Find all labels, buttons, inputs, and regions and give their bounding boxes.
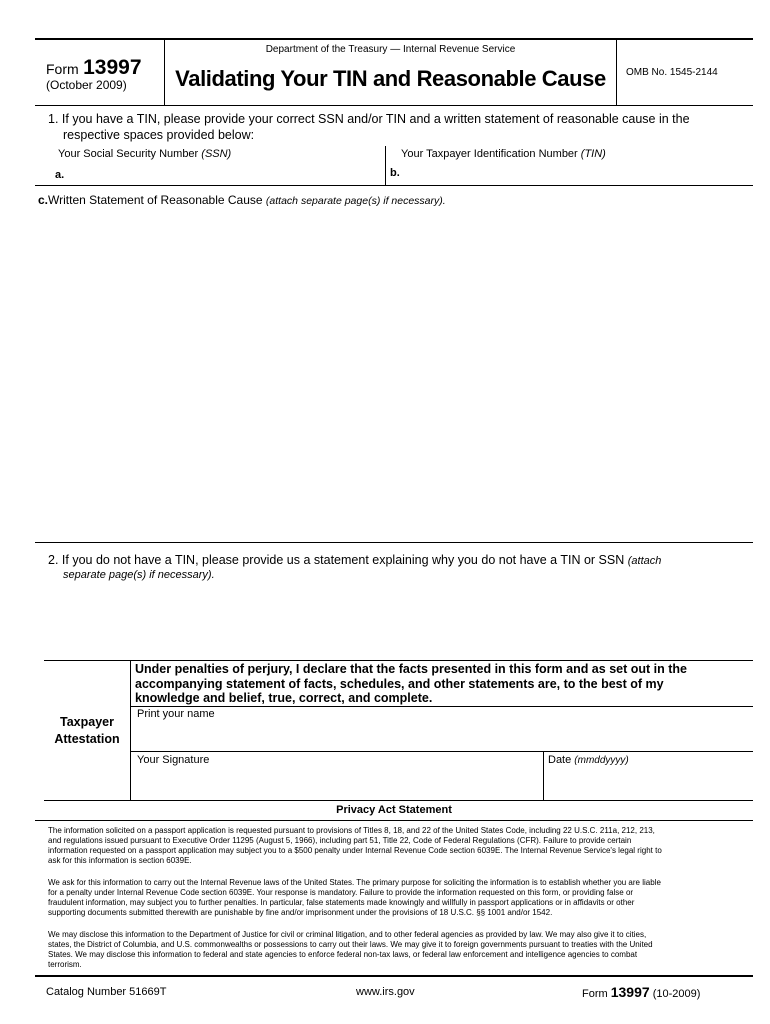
footer-revision: (10-2009) bbox=[649, 988, 701, 1000]
section2-text: 2. If you do not have a TIN, please provide us a statement explaining why you do not have a TIN or SSN bbox=[48, 553, 628, 567]
reasonable-cause-letter: c. bbox=[38, 193, 49, 207]
ssn-input[interactable] bbox=[70, 164, 380, 184]
form-word: Form bbox=[46, 61, 79, 77]
privacy-p3-line: terrorism. bbox=[48, 960, 82, 969]
privacy-p3-line: We may disclose this information to the Department of Justice for civil or criminal litigation, and to other federal agencies as provided by law. We may also give it to cities, bbox=[48, 930, 647, 939]
no-tin-statement-textarea[interactable] bbox=[40, 586, 750, 656]
section1-instruction-line2: respective spaces provided below: bbox=[63, 128, 255, 142]
footer-form-word: Form bbox=[582, 988, 611, 1000]
ssn-letter: a. bbox=[55, 169, 65, 181]
footer-form-id bbox=[582, 984, 700, 1002]
privacy-paragraph-2 bbox=[48, 878, 661, 918]
privacy-p1-line: and regulations issued pursuant to Executive Order 11295 (August 5, 1966), including part 51, Title 22, Code of Federal Regulations (CFR). Failure to provide certain bbox=[48, 836, 632, 845]
header-bottom-rule bbox=[35, 105, 753, 106]
print-name-label: Print your name bbox=[137, 708, 215, 720]
form-number: 13997 bbox=[83, 56, 142, 79]
ssn-label-text: Your Social Security Number bbox=[58, 148, 202, 160]
privacy-p3-line: States. We may disclose this information to federal and state agencies to enforce federal non-tax laws, or federal law enforcement and intelligence agencies to combat bbox=[48, 950, 638, 959]
form-date: (October 2009) bbox=[46, 78, 127, 92]
irs-website: www.irs.gov bbox=[356, 986, 415, 998]
omb-number: OMB No. 1545-2144 bbox=[626, 67, 718, 78]
ssn-label-abbrev: (SSN) bbox=[201, 148, 232, 160]
print-name-input[interactable] bbox=[136, 722, 748, 748]
footer-rule bbox=[35, 975, 753, 977]
privacy-p2-line: for a penalty under Internal Revenue Code section 6039E. Your response is mandatory. Failure to provide the information requested on this form, or providing false or bbox=[48, 888, 634, 897]
privacy-p3-line: states, the District of Columbia, and U.S. commonwealths or possessions to carry out their laws. We may give it to foreign governments pursuant to treaties with the United bbox=[48, 940, 653, 949]
section2-note-end: separate page(s) if necessary). bbox=[63, 569, 215, 581]
perjury-declaration-line2: accompanying statement of facts, schedules, and other statements are, to the best of my bbox=[135, 676, 664, 691]
ssn-label bbox=[58, 148, 231, 160]
attestation-bottom-rule bbox=[44, 800, 753, 801]
privacy-p2-line: fraudulent information, may subject you to further penalties. In particular, false statements made knowingly and willfully in passport applications or in affidavits or other bbox=[48, 898, 635, 907]
reasonable-cause-text: Written Statement of Reasonable Cause bbox=[48, 193, 266, 207]
privacy-paragraph-1 bbox=[48, 826, 662, 866]
tin-label-text: Your Taxpayer Identification Number bbox=[401, 148, 581, 160]
attestation-side-label bbox=[44, 714, 130, 748]
signature-field[interactable] bbox=[136, 768, 538, 796]
privacy-p1-line: The information solicited on a passport application is requested pursuant to provisions of Titles 8, 18, and 22 of the United States Code, including 22 U.S.C. 211a, 212, 213, bbox=[48, 826, 655, 835]
privacy-heading: Privacy Act Statement bbox=[336, 804, 452, 816]
privacy-p1-line: ask for this information is section 6039E. bbox=[48, 856, 192, 865]
signature-date-divider bbox=[543, 751, 544, 800]
perjury-declaration-line3: knowledge and belief, true, correct, and complete. bbox=[135, 691, 433, 705]
tin-input[interactable] bbox=[405, 164, 750, 184]
ssn-tin-bottom-rule bbox=[35, 185, 753, 186]
tin-label-abbrev: (TIN) bbox=[580, 148, 606, 160]
section2-instruction-line1 bbox=[48, 553, 661, 567]
form-label bbox=[46, 56, 142, 80]
reasonable-cause-textarea[interactable] bbox=[40, 212, 750, 537]
privacy-p2-line: supporting documents submitted therewith are punishable by fine and/or imprisonment under the provisions of 18 U.S.C. §§ 1001 and/or 1542. bbox=[48, 908, 553, 917]
footer-form-number: 13997 bbox=[610, 984, 650, 1000]
privacy-p1-line: information requested on a passport application may subject you to a $500 penalty under Internal Revenue Code section 6039E. The Internal Revenue Service's legal right to bbox=[48, 846, 662, 855]
privacy-paragraph-3 bbox=[48, 930, 653, 970]
reasonable-cause-note: (attach separate page(s) if necessary). bbox=[265, 195, 446, 207]
signature-top-rule bbox=[131, 751, 753, 752]
ssn-tin-divider bbox=[385, 146, 386, 186]
privacy-p2-line: We ask for this information to carry out the Internal Revenue laws of the United States. The primary purpose for soliciting the information is to establish whether you are liable bbox=[48, 878, 661, 887]
attestation-side-divider bbox=[130, 660, 131, 800]
section1-instruction-line1: 1. If you have a TIN, please provide your correct SSN and/or TIN and a written statement of reasonable cause in the bbox=[48, 112, 690, 126]
page-title: Validating Your TIN and Reasonable Cause bbox=[175, 66, 606, 91]
header-top-rule bbox=[35, 38, 753, 40]
attestation-side-label-line1: Taxpayer bbox=[60, 715, 114, 729]
print-name-top-rule bbox=[131, 706, 753, 707]
section2-note-start: (attach bbox=[627, 555, 662, 567]
attestation-side-label-line2: Attestation bbox=[54, 732, 120, 746]
perjury-declaration-line1: Under penalties of perjury, I declare that the facts presented in this form and as set out in the bbox=[135, 662, 687, 676]
attestation-top-rule bbox=[44, 660, 753, 661]
signature-label: Your Signature bbox=[137, 754, 210, 766]
perjury-declaration bbox=[135, 662, 687, 706]
date-label-text: Date bbox=[548, 754, 575, 766]
tin-label bbox=[401, 148, 606, 160]
date-input[interactable] bbox=[548, 768, 748, 796]
date-format-hint: (mmddyyyy) bbox=[574, 755, 629, 766]
catalog-number: Catalog Number 51669T bbox=[46, 986, 167, 998]
header-divider-right bbox=[616, 39, 617, 105]
date-label bbox=[548, 754, 629, 766]
reasonable-cause-label bbox=[38, 193, 446, 207]
privacy-heading-rule bbox=[35, 820, 753, 821]
agency-line: Department of the Treasury — Internal Revenue Service bbox=[265, 44, 516, 55]
tin-letter: b. bbox=[390, 167, 400, 179]
section1-bottom-rule bbox=[35, 542, 753, 543]
